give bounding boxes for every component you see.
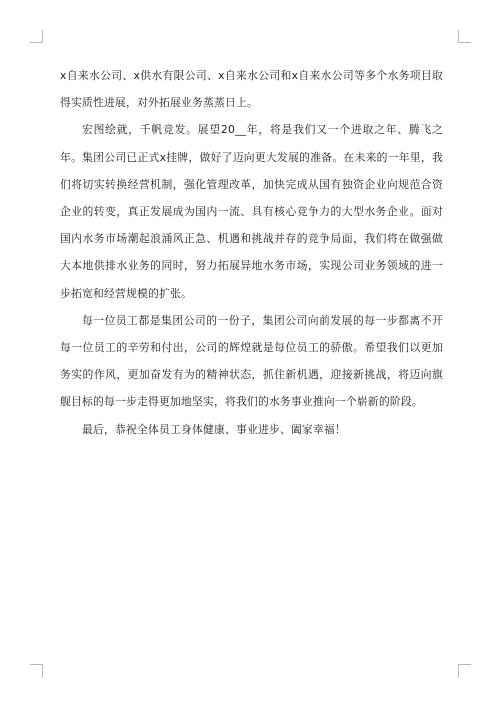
crop-mark-bottom-right xyxy=(458,664,471,677)
crop-mark-top-left xyxy=(30,30,43,43)
document-body xyxy=(60,62,443,443)
paragraph-closing-wishes: 最后，恭祝全体员工身体健康、事业进步、阖家幸福！ xyxy=(82,422,346,436)
crop-mark-bottom-left xyxy=(30,664,43,677)
paragraph-employees: 每一位员工都是集团公司的一份子，集团公司向前发展的每一步都离不开每一位员工的辛劳和付出，公司的辉煌就是每位员工的骄傲。希望我们以更加务实的作风，更加奋发有为的精神状态，抓住新机遇，迎接新挑战，将迈向旗舰目标的每一步走得更加地坚实，将我们的水务事业推向一个崭新的阶段。 xyxy=(60,313,443,409)
paragraph-outlook: 宏图绘就，千帆竞发。展望20__年，将是我们又一个进取之年、腾飞之年。集团公司已正式x挂牌，做好了迈向更大发展的准备。在未来的一年里，我们将切实转换经营机制，强化管理改革，加快完成从国有独资企业向规范合资企业的转变，真正发展成为国内一流、具有核心竞争力的大型水务企业。面对国内水务市场潮起浪涌风正急、机遇和挑战并存的竞争局面，我们将在做强做大本地供排水业务的同时，努力拓展异地水务市场，实现公司业务领域的进一步拓宽和经营规模的扩张。 xyxy=(60,123,443,300)
crop-mark-top-right xyxy=(458,30,471,43)
paragraph-continuation: x自来水公司、x供水有限公司、x自来水公司和x自来水公司等多个水务项目取得实质性进展，对外拓展业务蒸蒸日上。 xyxy=(60,69,443,110)
